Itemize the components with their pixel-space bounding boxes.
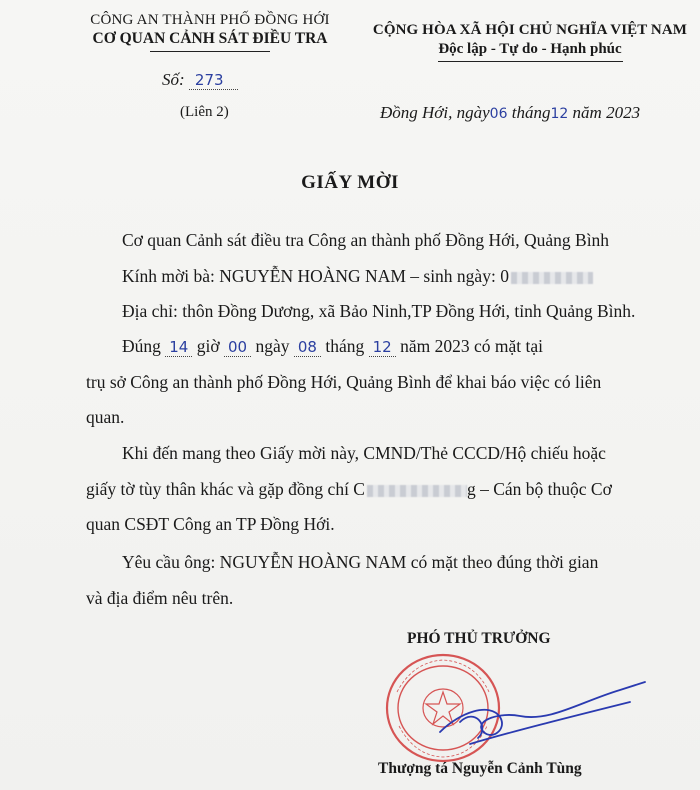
body-line-5: trụ sở Công an thành phố Đồng Hới, Quảng Bình để khai báo việc có liên — [86, 372, 602, 392]
signature-icon — [430, 672, 670, 762]
appointment-hour: 14 — [165, 338, 192, 357]
officer-line-prefix: giấy tờ tùy thân khác và gặp đồng chí C — [86, 479, 365, 499]
body-line-10: Yêu cầu ông: NGUYỄN HOÀNG NAM có mặt theo đúng thời gian — [122, 552, 599, 572]
body-line-7: Khi đến mang theo Giấy mời này, CMND/Thẻ CCCD/Hộ chiếu hoặc — [122, 443, 606, 463]
date-month-label: tháng — [511, 103, 551, 122]
date-day: 06 — [489, 106, 508, 122]
national-header — [370, 22, 690, 62]
national-motto: Độc lập - Tự do - Hạnh phúc — [438, 41, 622, 57]
republic-name: CỘNG HÒA XÃ HỘI CHỦ NGHĨA VIỆT NAM — [372, 22, 688, 38]
header-left-rule — [150, 51, 270, 52]
document-number-label: Số: — [162, 70, 185, 89]
document-number — [162, 70, 238, 90]
appointment-month: 12 — [369, 338, 396, 357]
body-line-11: và địa điểm nêu trên. — [86, 588, 234, 608]
body-line-2 — [122, 266, 593, 287]
header-right-rule — [438, 61, 623, 62]
officer-line-suffix: g – Cán bộ thuộc Cơ — [466, 479, 612, 499]
appointment-gio: giờ — [196, 336, 220, 356]
invitee-line-text: Kính mời bà: NGUYỄN HOÀNG NAM – sinh ngày: 0 — [122, 266, 509, 286]
department-name: CƠ QUAN CẢNH SÁT ĐIỀU TRA — [92, 30, 328, 47]
place-and-date — [380, 103, 640, 123]
signer-title: PHÓ THỦ TRƯỞNG — [407, 630, 551, 647]
appointment-minute: 00 — [224, 338, 251, 357]
appointment-ngay: ngày — [255, 336, 290, 356]
body-line-3: Địa chỉ: thôn Đồng Dương, xã Bảo Ninh,TP Đồng Hới, tỉnh Quảng Bình. — [122, 301, 636, 321]
copy-label: (Liên 2) — [180, 104, 229, 120]
body-line-9: quan CSĐT Công an TP Đồng Hới. — [86, 514, 335, 534]
body-line-4 — [122, 336, 543, 357]
issuing-agency-header — [70, 12, 350, 120]
body-line-1: Cơ quan Cảnh sát điều tra Công an thành phố Đồng Hới, Quảng Bình — [122, 230, 610, 250]
appointment-dung: Đúng — [122, 336, 161, 356]
appointment-rest: năm 2023 có mặt tại — [400, 336, 543, 356]
agency-name: CÔNG AN THÀNH PHỐ ĐỒNG HỚI — [90, 12, 330, 28]
redacted-birthdate — [511, 272, 593, 284]
appointment-day: 08 — [294, 338, 321, 357]
appointment-thang: tháng — [325, 336, 365, 356]
date-month: 12 — [550, 106, 569, 122]
signer-name: Thượng tá Nguyễn Cảnh Tùng — [378, 760, 582, 777]
body-line-8 — [86, 479, 612, 500]
redacted-officer-name — [367, 485, 467, 497]
document-title: GIẤY MỜI — [301, 172, 399, 193]
date-place-prefix: Đồng Hới, ngày — [380, 103, 490, 122]
document-number-value: 273 — [189, 71, 238, 90]
body-line-6: quan. — [86, 407, 125, 427]
date-year: năm 2023 — [572, 103, 641, 122]
